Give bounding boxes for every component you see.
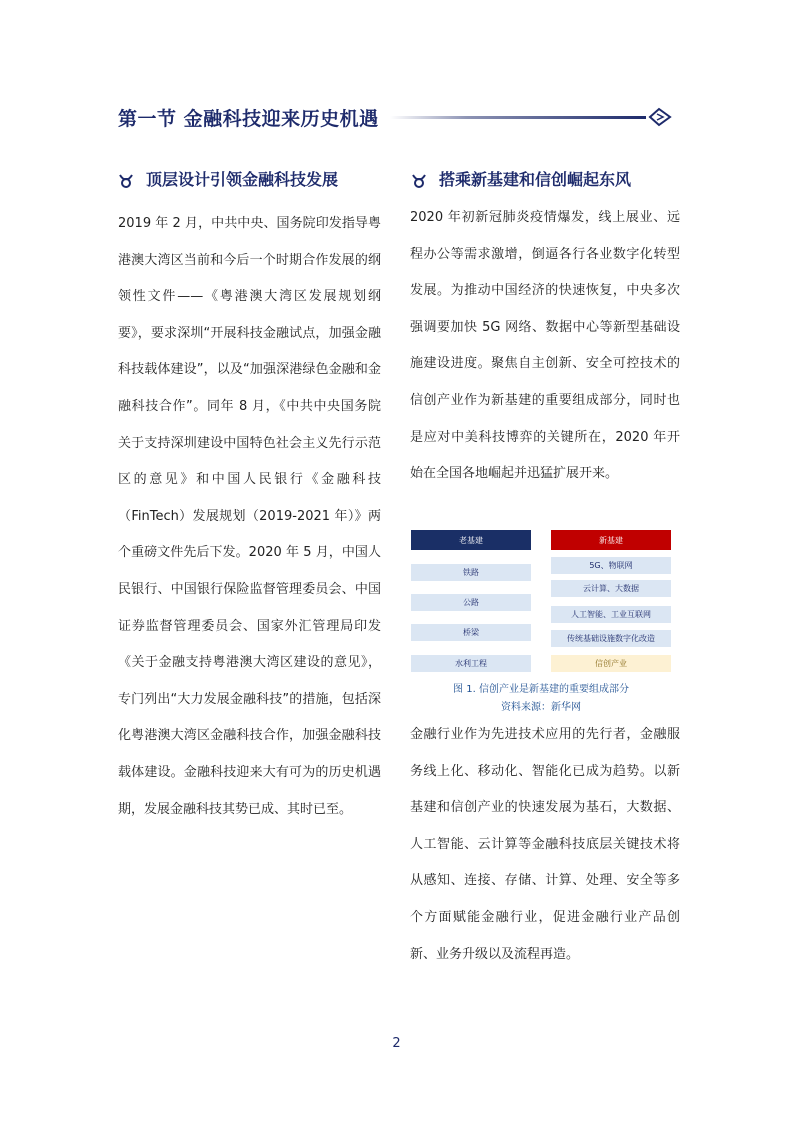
old-infra-item: 铁路: [411, 564, 531, 581]
old-infra-header: 老基建: [411, 530, 531, 550]
old-infra-item: 桥梁: [411, 624, 531, 641]
new-infra-header: 新基建: [551, 530, 671, 550]
new-infra-item: 5G、物联网: [551, 557, 671, 574]
left-heading-text: 顶层设计引领金融科技发展: [146, 170, 339, 189]
left-body: 2019 年 2 月，中共中央、国务院印发指导粤港澳大湾区当前和今后一个时期合作发展的纲领性文件——《粤港澳大湾区发展规划纲要》，要求深圳“开展科技金融试点，加强金融科技载体建设”，以及“加强深港绿色金融和金融科技合作”。同年 8 月，《中共中央国务院关于支持深圳建设中国特色社会主义先行示范区的意见》和中国人民银行《金融科技（FinTech）发展规划（2019-2021 年）》两个重磅文件先后下发。2020 年 5 月，中国人民银行、中国银行保险监督管理委员会、中国证券监督管理委员会、国家外汇管理局印发《关于金融支持粤港澳大湾区建设的意见》，专门列出“大力发展金融科技”的措施，包括深化粤港澳大湾区金融科技合作，加强金融科技载体建设。金融科技迎来大有可为的历史机遇期，发展金融科技其势已成、其时已至。: [118, 216, 381, 817]
old-infra-item: 水利工程: [411, 655, 531, 672]
taurus-icon: [411, 173, 429, 189]
right-body-1: 2020 年初新冠肺炎疫情爆发，线上展业、远程办公等需求激增，倒逼各行各业数字化转型发展。为推动中国经济的快速恢复，中央多次强调要加快 5G 网络、数据中心等新型基础设施建设进度。聚焦自主创新、安全可控技术的信创产业作为新基建的重要组成部分，同时也是应对中美科技博弈的关键所在，2020 年开始在全国各地崛起并迅猛扩展开来。: [410, 210, 680, 482]
left-heading: [118, 167, 338, 190]
diamond-icon: [648, 106, 672, 128]
page-number: 2: [392, 1036, 401, 1051]
new-infra-item: 云计算、大数据: [551, 580, 671, 597]
figure-caption: 图 1. 信创产业是新基建的重要组成部分: [453, 684, 629, 695]
right-heading: [411, 167, 631, 190]
title-rule: [390, 116, 646, 119]
old-infra-item: 公路: [411, 594, 531, 611]
new-infra-item: 人工智能、工业互联网: [551, 606, 671, 623]
right-heading-text: 搭乘新基建和信创崛起东风: [439, 170, 632, 189]
taurus-icon: [118, 173, 136, 189]
new-infra-item: 传统基础设施数字化改造: [551, 630, 671, 647]
figure-source: 资料来源：新华网: [501, 702, 581, 713]
right-body-2: 金融行业作为先进技术应用的先行者，金融服务线上化、移动化、智能化已成为趋势。以新基建和信创产业的快速发展为基石，大数据、人工智能、云计算等金融科技底层关键技术将从感知、连接、存储、计算、处理、安全等多个方面赋能金融行业，促进金融行业产品创新、业务升级以及流程再造。: [410, 727, 680, 962]
new-infra-item-highlight: 信创产业: [551, 655, 671, 672]
infrastructure-figure: [411, 530, 671, 674]
section-title: 第一节 金融科技迎来历史机遇: [118, 108, 379, 130]
